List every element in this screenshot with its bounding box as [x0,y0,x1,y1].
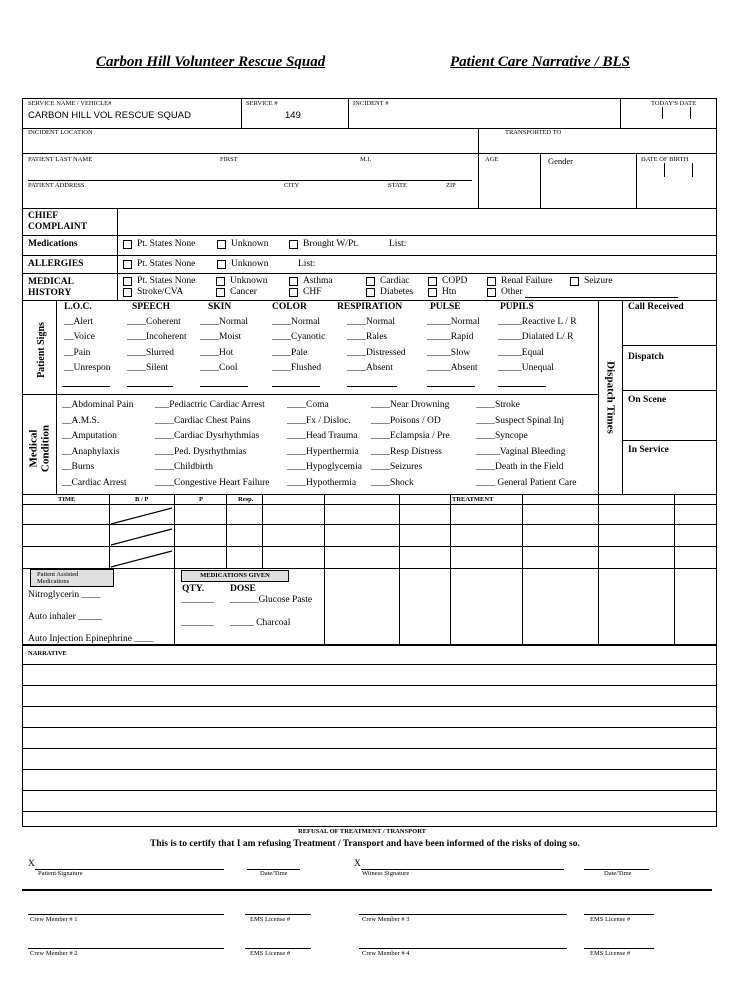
narrative-label: NARRATIVE [28,650,67,657]
dispatch-times-label: Dispatch Times [604,361,617,434]
service-name-label: SERVICE NAME / VEHICLE# [28,100,112,107]
allergy-unknown-label: Unknown [231,259,269,269]
hist-unknown-label: Unknown [230,276,268,286]
refusal-title: REFUSAL OF TREATMENT / TRANSPORT [298,828,426,835]
time-header: TIME [58,496,76,503]
hist-renal-checkbox[interactable] [487,277,496,286]
condition-option[interactable]: ____Head Trauma [287,431,358,441]
incident-number-label: INCIDENT # [353,100,389,107]
hist-cancer-label: Cancer [230,287,257,297]
loc-option[interactable]: __Alert [64,317,94,327]
respiration-header: RESPIRATION [337,302,403,312]
patient-datetime-caption: Date/Time [260,870,288,877]
crew-4-caption: Crew Member # 4 [362,950,410,957]
pupils-option[interactable]: _____Equal [498,348,544,358]
loc-option[interactable]: __Voice [64,332,95,342]
crew-2-license-line[interactable] [245,948,311,949]
med-brought-label: Brought W/Pt. [303,239,359,249]
doc-title: Patient Care Narrative / BLS [450,54,630,70]
crew-3-license-caption: EMS License # [590,916,631,923]
on-scene-label: On Scene [628,395,667,405]
service-name-value[interactable]: CARBON HILL VOL RESCUE SQUAD [28,110,191,121]
respiration-option[interactable]: ____Absent [347,363,393,373]
nitroglycerin-item[interactable]: Nitroglycerin ____ [28,590,101,600]
chief-complaint-label-1: CHIEF [28,211,59,221]
skin-header: SKIN [208,302,232,312]
allergy-unknown-checkbox[interactable] [217,260,226,269]
condition-option[interactable]: __Burns [62,462,95,472]
condition-option[interactable]: ____ General Patient Care [476,478,577,488]
crew-3-line[interactable] [359,914,567,915]
dob-label: DATE OF BIRTH [641,156,689,163]
pulse-option[interactable]: _____Normal [427,317,480,327]
hist-none-label: Pt. States None [137,276,196,286]
hist-stroke-label: Stroke/CVA [137,287,184,297]
crew-1-license-caption: EMS License # [250,916,291,923]
patient-signs-label: Patient Signs [36,322,47,378]
call-received-label: Call Received [628,302,684,312]
pulse-option[interactable]: _____Rapid [427,332,474,342]
hist-seizure-label: Seizure [584,276,613,286]
hist-other-checkbox[interactable] [487,288,496,297]
allergy-none-checkbox[interactable] [123,260,132,269]
condition-option[interactable]: ____Syncope [476,431,528,441]
speech-option[interactable]: ____Slurred [127,348,174,358]
bp-slash-lines [109,504,174,568]
speech-option[interactable]: ____Incoherent [127,332,187,342]
hist-asthma-label: Asthma [303,276,333,286]
condition-option[interactable]: ____Ped. Dysrhythmias [155,447,247,457]
condition-option[interactable]: ____Hyperthermia [287,447,359,457]
todays-date-label: TODAY'S DATE [651,100,697,107]
treatment-header: TREATMENT [452,496,494,503]
respiration-option[interactable]: ____Normal [347,317,396,327]
zip-label: ZIP [446,182,456,189]
condition-option[interactable]: ____Shock [371,478,414,488]
condition-option[interactable]: ____Cardiac Dysrhythmias [155,431,260,441]
in-service-label: In Service [628,445,669,455]
pupils-header: PUPILS [500,302,534,312]
crew-2-license-caption: EMS License # [250,950,291,957]
respiration-option[interactable]: ____Rales [347,332,388,342]
speech-option[interactable]: ____Silent [127,363,169,373]
medical-condition-label: Medical Condition [27,425,51,473]
skin-option[interactable]: ____Hot [200,348,234,358]
condition-option[interactable]: ____Fx / Disloc. [287,416,351,426]
pupils-option[interactable]: _____Dialated L/ R [498,332,574,342]
condition-option[interactable]: ____Hypoglycemia [287,462,362,472]
med-none-checkbox[interactable] [123,240,132,249]
condition-option[interactable]: ____Suspect Spinal Inj [476,416,565,426]
pulse-option[interactable]: _____Slow [427,348,471,358]
hist-diabetes-checkbox[interactable] [366,288,375,297]
condition-option[interactable]: __Anaphylaxis [62,447,120,457]
skin-option[interactable]: ____Normal [200,317,249,327]
chief-complaint-label-2: COMPLAINT [28,222,88,232]
hist-copd-checkbox[interactable] [428,277,437,286]
speech-header: SPEECH [132,302,171,312]
condition-option[interactable]: __Cardiac Arrest [62,478,127,488]
epinephrine-item[interactable]: Auto Injection Epinephrine ____ [28,634,154,644]
med-list-label: List: [389,239,407,249]
charcoal-item[interactable]: _____ Charcoal [230,618,291,628]
charcoal-qty-blank[interactable]: _______ [181,618,215,628]
med-unknown-checkbox[interactable] [217,240,226,249]
condition-option[interactable]: ____Stroke [476,400,520,410]
hist-htn-checkbox[interactable] [428,288,437,297]
crew-4-license-caption: EMS License # [590,950,631,957]
hist-htn-label: Htn [442,287,457,297]
patient-assisted-meds-box: Patient Assisted Medications [30,569,114,587]
hist-cancer-checkbox[interactable] [216,288,225,297]
mi-label: M.I. [360,156,372,163]
resp-header: Resp. [238,496,254,503]
pupils-option[interactable]: _____Unequal [498,363,554,373]
city-label: CITY [284,182,300,189]
color-option[interactable]: ____Cyanotic [272,332,326,342]
hist-asthma-checkbox[interactable] [289,277,298,286]
respiration-option[interactable]: ____Distressed [347,348,406,358]
dose-label: DOSE [230,584,256,594]
color-option[interactable]: ____Flushed [272,363,322,373]
condition-option[interactable]: ____Death in the Field [476,462,564,472]
condition-option[interactable]: ___Pediactric Cardiac Arrest [155,400,265,410]
witness-signature-caption: Witness Signature [362,870,410,877]
med-none-label: Pt. States None [137,239,196,249]
patient-address-label: PATIENT ADDRESS [28,182,85,189]
crew-1-line[interactable] [28,914,224,915]
pulse-header: PULSE [430,302,461,312]
hist-renal-label: Renal Failure [501,276,553,286]
pulse-option[interactable]: _____Absent [427,363,478,373]
crew-4-line[interactable] [359,948,567,949]
qty-label: QTY. [182,584,205,594]
condition-option[interactable]: ____Childbirth [155,462,214,472]
hist-none-checkbox[interactable] [123,277,132,286]
allergy-none-label: Pt. States None [137,259,196,269]
medications-given-box: MEDICATIONS GIVEN [181,570,289,582]
color-option[interactable]: ____Normal [272,317,321,327]
loc-option[interactable]: __Pain [64,348,91,358]
crew-3-license-line[interactable] [584,914,654,915]
pulse-col-header: P [199,496,203,503]
org-title: Carbon Hill Volunteer Rescue Squad [96,54,326,70]
medical-history-label-1: MEDICAL [28,277,74,287]
crew-2-caption: Crew Member # 2 [30,950,78,957]
glucose-paste-item[interactable]: ______Glucose Paste [230,595,313,605]
crew-1-license-line[interactable] [245,914,311,915]
service-number-value[interactable]: 149 [285,110,301,121]
service-number-label: SERVICE # [246,100,278,107]
bp-header: B / P [135,496,149,503]
crew-4-license-line[interactable] [584,948,654,949]
condition-option[interactable]: ____Resp Distress [371,447,442,457]
crew-3-caption: Crew Member # 3 [362,916,410,923]
skin-option[interactable]: ____Cool [200,363,238,373]
incident-location-label: INCIDENT LOCATION [28,129,93,136]
hist-cardiac-label: Cardiac [380,276,410,286]
witness-sign-x: X [354,859,361,869]
state-label: STATE [388,182,407,189]
condition-option[interactable]: ____Poisons / OD [371,416,441,426]
med-brought-checkbox[interactable] [289,240,298,249]
pupils-option[interactable]: _____Reactive L / R [498,317,577,327]
hist-other-line[interactable] [525,297,678,298]
age-label: AGE [485,156,499,163]
patient-signature-caption: Patient Signature [38,870,83,877]
hist-copd-label: COPD [442,276,468,286]
hist-seizure-checkbox[interactable] [570,277,579,286]
color-option[interactable]: ____Pale [272,348,308,358]
patient-sign-x: X [28,859,35,869]
medical-history-label-2: HISTORY [28,288,72,298]
refusal-statement: This is to certify that I am refusing Treatment / Transport and have been informed of the risks of doing so. [150,839,580,849]
crew-2-line[interactable] [28,948,224,949]
glucose-qty-blank[interactable]: _______ [181,595,215,605]
patient-last-name-label: PATIENT LAST NAME [28,156,93,163]
condition-option[interactable]: ____Congestive Heart Failure [155,478,270,488]
condition-option[interactable]: __Amputation [62,431,117,441]
allergies-label: ALLERGIES [28,259,84,269]
crew-1-caption: Crew Member # 1 [30,916,78,923]
condition-option[interactable]: __A.M.S. [62,416,100,426]
hist-unknown-checkbox[interactable] [216,277,225,286]
condition-option[interactable]: ____Near Drowning [371,400,450,410]
condition-option[interactable]: ____Cardiac Chest Pains [155,416,251,426]
loc-header: L.O.C. [64,302,92,312]
transported-to-label: TRANSPORTED TO [505,129,562,136]
condition-option[interactable]: ____Seizures [371,462,423,472]
witness-datetime-caption: Date/Time [604,870,632,877]
skin-option[interactable]: ____Moist [200,332,242,342]
gender-label: Gender [548,156,574,166]
first-name-label: FIRST [220,156,238,163]
allergy-list-label: List: [298,259,316,269]
condition-option[interactable]: ____Eclampsia / Pre [371,431,450,441]
condition-option[interactable]: ____Hypothermia [287,478,357,488]
hist-diabetes-label: Diabetes [380,287,414,297]
auto-inhaler-item[interactable]: Auto inhaler _____ [28,612,102,622]
dispatch-label: Dispatch [628,352,664,362]
hist-cardiac-checkbox[interactable] [366,277,375,286]
color-header: COLOR [272,302,307,312]
condition-option[interactable]: _____Vaginal Bleeding [476,447,566,457]
hist-chf-label: CHF [303,287,322,297]
hist-other-label: Other [501,287,523,297]
condition-option[interactable]: ____Coma [287,400,329,410]
loc-option[interactable]: __Unrespon [64,363,111,373]
hist-stroke-checkbox[interactable] [123,288,132,297]
speech-option[interactable]: ____Coherent [127,317,181,327]
hist-chf-checkbox[interactable] [289,288,298,297]
med-unknown-label: Unknown [231,239,269,249]
condition-option[interactable]: __Abdominal Pain [62,400,134,410]
medications-label: Medications [28,239,78,249]
